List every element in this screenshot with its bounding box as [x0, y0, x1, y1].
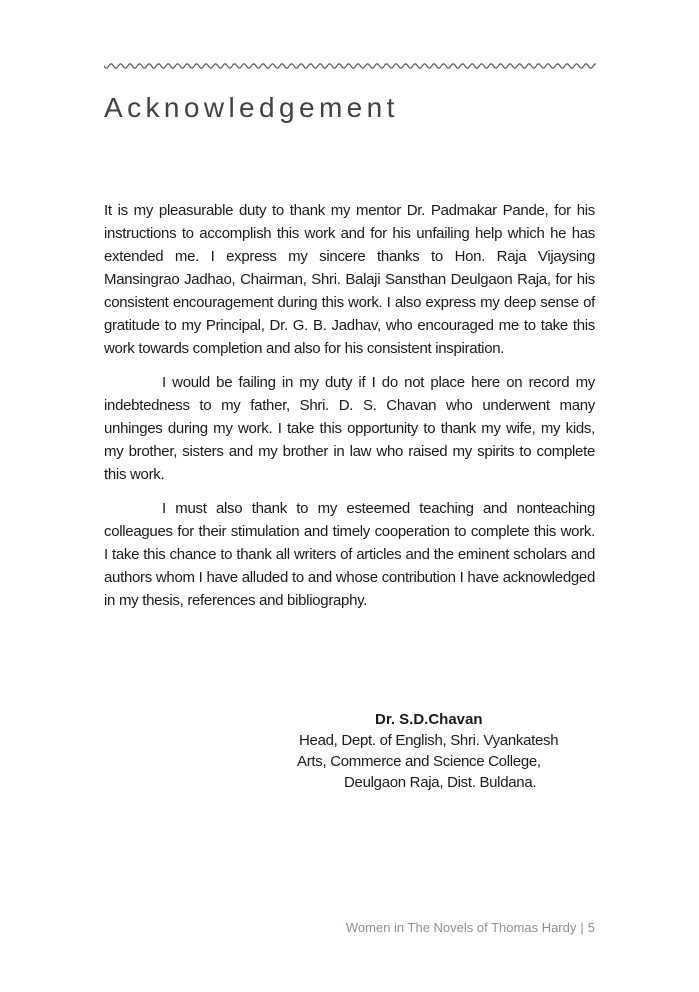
- signature-block: [290, 709, 595, 793]
- footer-book-title: Women in The Novels of Thomas Hardy: [345, 920, 577, 935]
- acknowledgement-body: [104, 199, 595, 623]
- page-footer: [346, 920, 595, 935]
- paragraph-3: I must also thank to my esteemed teaching and nonteaching colleagues for their stimulation and timely cooperation to complete this work. I take this chance to thank all writers of articles and the eminent scholars and authors whom I have alluded to and whose contribution I have acknowledged in my thesis, references and bibliography.: [104, 500, 595, 609]
- paragraph-2: I would be failing in my duty if I do not place here on record my indebtedness to my father, Shri. D. S. Chavan who underwent many unhinges during my work. I take this opportunity to thank my wife, my kids, my brother, sisters and my brother in law who raised my spirits to complete this work.: [104, 374, 595, 483]
- signatory-institution: Arts, Commerce and Science College,: [297, 753, 541, 770]
- signatory-location: Deulgaon Raja, Dist. Buldana.: [344, 774, 537, 791]
- page-title: Acknowledgement: [104, 92, 399, 123]
- page-number: 5: [587, 920, 595, 935]
- paragraph-1: It is my pleasurable duty to thank my mentor Dr. Padmakar Pande, for his instructions to accomplish this work and for his unfailing help which he has extended me. I express my sincere thanks to Hon. Raja Vijaysing Mansingrao Jadhao, Chairman, Shri. Balaji Sansthan Deulgaon Raja, for his consistent encouragement during this work. I also express my deep sense of gratitude to my Principal, Dr. G. B. Jadhav, who encouraged me to take this work towards completion and also for his consistent inspiration.: [104, 202, 595, 357]
- signatory-designation: Head, Dept. of English, Shri. Vyankatesh: [299, 732, 559, 749]
- signatory-name: Dr. S.D.Chavan: [375, 711, 483, 728]
- decorative-wave-rule: [104, 60, 596, 72]
- footer-separator: |: [580, 920, 584, 935]
